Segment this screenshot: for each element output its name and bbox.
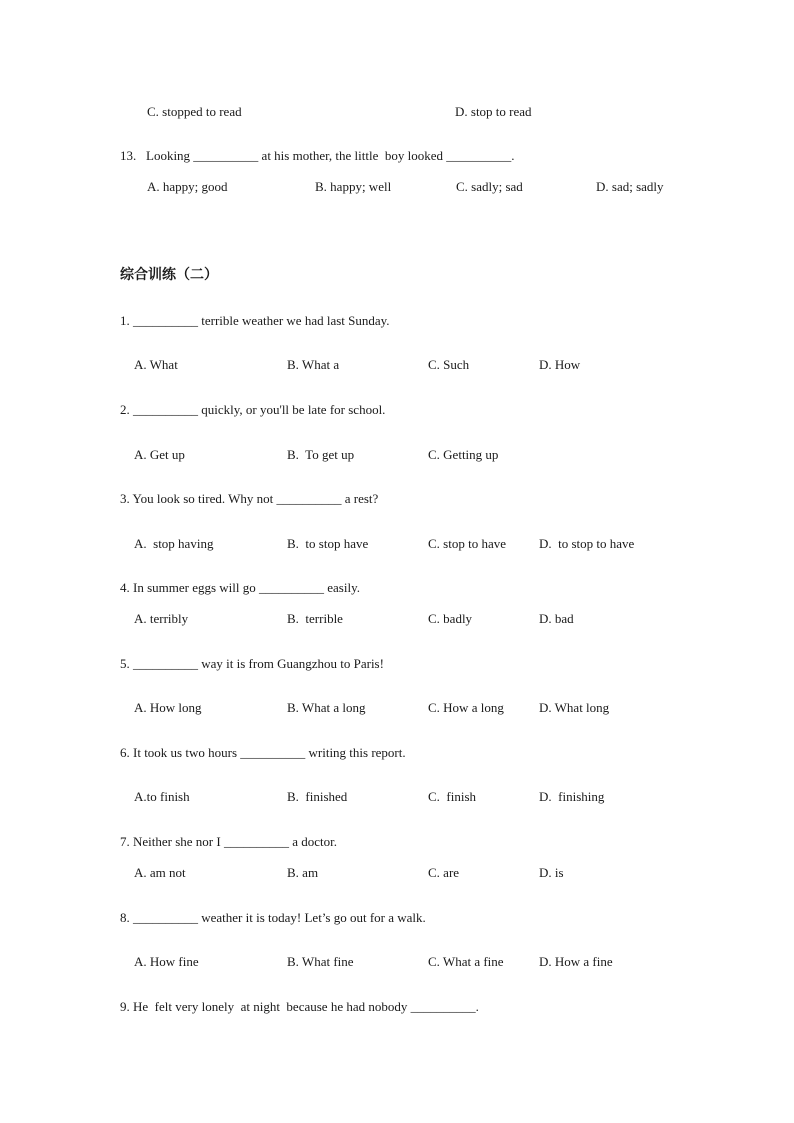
option-a: A. am not: [134, 865, 186, 880]
section-title: 综合训练（二）: [120, 267, 218, 283]
question-stem: 8. __________ weather it is today! Let’s go out for a walk.: [120, 910, 426, 925]
option-a: A. Get up: [134, 447, 185, 462]
option-c: C. Getting up: [428, 447, 499, 462]
option-a: A. stop having: [134, 536, 214, 551]
option-c: C. are: [428, 865, 460, 880]
option-d: D. How a fine: [539, 954, 613, 969]
option-d: D. What long: [539, 700, 610, 715]
option-d: D. bad: [539, 611, 574, 626]
option-a: A. What: [134, 357, 178, 372]
question-stem: 9. He felt very lonely at night because he had nobody __________.: [120, 999, 479, 1014]
q13-stem: 13. Looking __________ at his mother, the little boy looked __________.: [120, 148, 515, 163]
question-stem: 1. __________ terrible weather we had last Sunday.: [120, 313, 390, 328]
option-a: A. terribly: [134, 611, 189, 626]
option-c: C. finish: [428, 789, 477, 804]
option-a: A. How fine: [134, 954, 199, 969]
q13-option-d: D. sad; sadly: [596, 179, 664, 194]
option-b: B. To get up: [287, 447, 355, 462]
option-b: B. What a long: [287, 700, 366, 715]
question-stem: 6. It took us two hours __________ writing this report.: [120, 745, 406, 760]
option-c: C. badly: [428, 611, 473, 626]
option-c: C. Such: [428, 357, 470, 372]
q13-option-a: A. happy; good: [147, 179, 228, 194]
option-b: B. am: [287, 865, 319, 880]
option-d: D. is: [539, 865, 564, 880]
option-b: B. terrible: [287, 611, 343, 626]
option-d: D. How: [539, 357, 581, 372]
option-b: B. to stop have: [287, 536, 369, 551]
q13-option-b: B. happy; well: [315, 179, 392, 194]
q12-option-d: D. stop to read: [455, 104, 532, 119]
question-stem: 4. In summer eggs will go __________ easily.: [120, 580, 360, 595]
question-stem: 7. Neither she nor I __________ a doctor.: [120, 834, 337, 849]
option-a: A. How long: [134, 700, 202, 715]
q12-option-c: C. stopped to read: [147, 104, 242, 119]
option-b: B. What a: [287, 357, 340, 372]
option-c: C. What a fine: [428, 954, 504, 969]
option-c: C. How a long: [428, 700, 504, 715]
question-stem: 5. __________ way it is from Guangzhou to Paris!: [120, 656, 384, 671]
option-a: A.to finish: [134, 789, 190, 804]
question-stem: 3. You look so tired. Why not __________ a rest?: [120, 491, 379, 506]
q13-option-c: C. sadly; sad: [456, 179, 523, 194]
option-c: C. stop to have: [428, 536, 506, 551]
option-d: D. finishing: [539, 789, 605, 804]
option-d: D. to stop to have: [539, 536, 635, 551]
question-stem: 2. __________ quickly, or you'll be late for school.: [120, 402, 386, 417]
option-b: B. What fine: [287, 954, 354, 969]
option-b: B. finished: [287, 789, 348, 804]
